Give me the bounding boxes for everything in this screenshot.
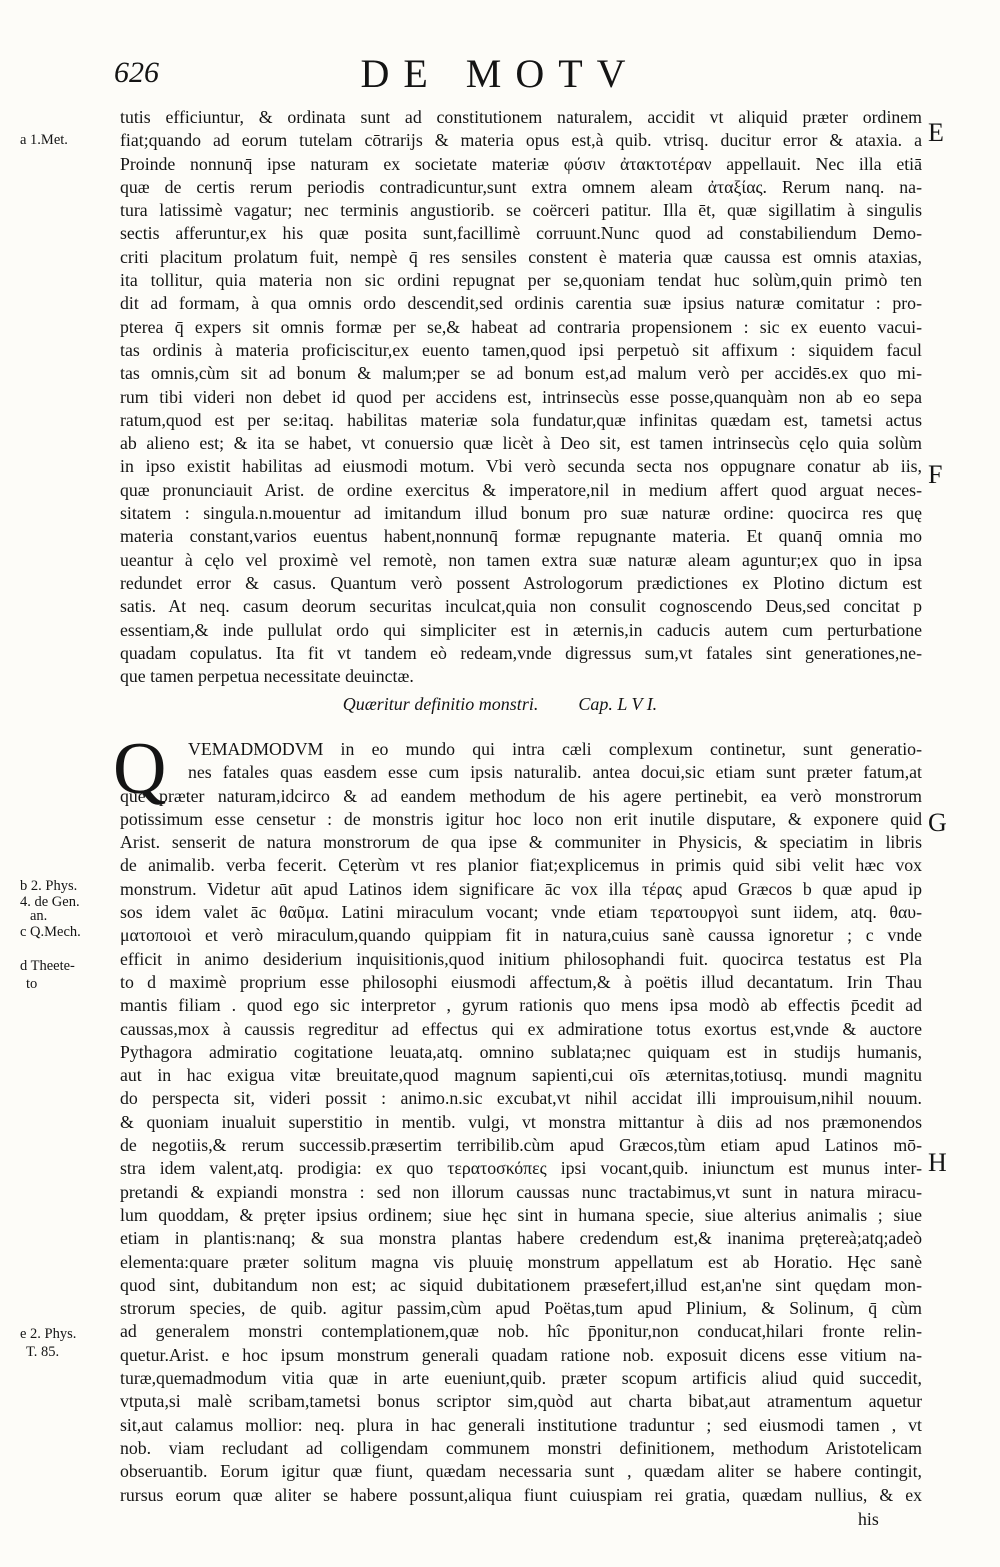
chapter-title: Quæritur definitio monstri. xyxy=(342,694,539,714)
text-line: nes fatales quas easdem esse cum ipsis naturalib. antea docui,sic etiam sunt præter fatum,at xyxy=(188,762,922,783)
text-line: ita tollitur, quia materia non sic ordini repugnat per se,quoniam tendat huc solùm,quin primò ten xyxy=(120,270,922,291)
chapter-number: Cap. L V I. xyxy=(578,694,658,714)
drop-initial: Q xyxy=(113,728,167,810)
text-line: stra idem valent,atq. prodigia: ex quo τερατοσκόπες ipsi vocant,quib. iniunctum est munus inter- xyxy=(120,1158,922,1179)
text-line: strorum species, de quib. agitur passim,cùm apud Poëtas,tum apud Plinium, & Solinum, q̄ cùm xyxy=(120,1298,922,1319)
text-line: quetur.Arist. e hoc ipsum monstrum generali quadam ratione nob. exposuit dicens esse vitium na- xyxy=(120,1344,922,1365)
text-line: mantis filiam . quod ego sic interpretor , gyrum rationis quo mens ipsa modò ab effectis p̄cedit ad xyxy=(120,995,922,1016)
chapter-heading xyxy=(0,694,1000,715)
text-line: elementa:quare præter solitum magna vis pluuię monstrum appellatum est ab Horatio. Hęc sanè xyxy=(120,1251,922,1272)
text-line: monstrum. Videtur aūt apud Latinos idem significare āc vox illa τέρας apud Græcos b quæ apud ip xyxy=(120,878,922,899)
text-line: caussas,mox à caussis regreditur ad effectus qui ex admiratione totus exortus est,vnde & auctore xyxy=(120,1018,922,1039)
text-line: in ipso existit habilitas ad eiusmodi motum. Vbi verò secunda secta nos oppugnare conatur ab iis, xyxy=(120,456,922,477)
text-line: sitatem : singula.n.mouentur ad imitandum illud bonum pro suæ naturæ ordine: quocirca res quę xyxy=(120,503,922,524)
text-line: de negotiis,& rerum successib.præsertim terribilib.cùm apud Græcos,tùm etiam apud Latinos mō- xyxy=(120,1135,922,1156)
text-line: ab alieno est; & ita se habet, vt conuersio quæ licèt à Deo sit, est tamen intrinsecùs cęlo quia solùm xyxy=(120,433,922,454)
text-line: que tamen perpetua necessitate deuinctæ. xyxy=(120,666,414,687)
marginal-note-b-line3: an. xyxy=(30,908,48,924)
text-line: turæ,quemadmodum vitia quæ in arte eueniunt,quib. præter scopum artificis aliud quid succedit, xyxy=(120,1368,922,1389)
text-line: ratum,quod est per se:itaq. habilitas materiæ sola fundatur,quæ infinitas quædam est, tametsi actus xyxy=(120,409,922,430)
text-line: tas omnis,cùm sit ad bonum & malum;per se ad bonum est,ad malum verò per accidēs.ex quo mi- xyxy=(120,363,922,384)
marginal-note-d: d Theete- xyxy=(20,958,75,974)
text-line: rursus eorum quæ aliter se habere possunt,aliqua fiunt cuiuspiam rei gratia, quædam nullius, & ex xyxy=(120,1484,922,1505)
text-line: fiat;quando ad eorum tutelam cōtrarijs & materia opus est,à quib. vtrisq. ducitur error & ataxia. a xyxy=(120,130,922,151)
text-line: quæ pronunciauit Arist. de ordine exercitus & imperatore,nil in medium affert quod arguat neces- xyxy=(120,479,922,500)
text-line: criti placitum prolatum fuit, nempè q̄ res sensiles constent è materia quæ caussa est omnis ataxias, xyxy=(120,246,922,267)
text-line: do perspecta sit, videri possit : animo.n.sic excubat,vt nihil accidat illi improuisum,nihil nouum. xyxy=(120,1088,922,1109)
marginal-note-b-line2: 4. de Gen. xyxy=(20,894,80,910)
text-line: Proinde nonnunq̄ ipse naturam ex societate materiæ φύσιν ἀτακτοτέραν appellauit. Nec illa etiā xyxy=(120,153,922,174)
text-line: potissimum esse censetur : de monstris igitur hoc loco non erit inutile disputare, & exponere quid xyxy=(120,808,922,829)
text-line: ad generalem monstri contemplationem,quæ nob. hîc p̄ponitur,non conducat,hilari fronte relin- xyxy=(120,1321,922,1342)
text-block-2 xyxy=(120,738,922,1507)
margin-letter-g: G xyxy=(928,808,947,837)
margin-letter-e: E xyxy=(928,118,944,147)
text-line: dit ad formam, à qua omnis ordo descendit,sed ordinis carentia suæ ipsius naturæ comitatur : pro- xyxy=(120,293,922,314)
text-line: tutis efficiuntur, & ordinata sunt ad constitutionem naturalem, accidit vt aliquid præter ordinem xyxy=(120,107,922,127)
text-line: Pythagora admiratio cogitatione leuata,atq. omnino sublata;nec quiquam est in studijs humanis, xyxy=(120,1041,922,1062)
text-line: ueantur à cęlo vel proximè vel remotè, non tamen extra suæ naturæ aleam aguntur;ex quo in ipsa xyxy=(120,549,922,570)
text-line: essentiam,& inde pullulat ordo qui simpliciter est in æternis,in caducis autem cum perturbatione xyxy=(120,619,922,640)
text-line: de animalib. verba fecerit. Cęterùm vt res planior fiat;explicemus in primis quid sibi velit hæc vox xyxy=(120,855,922,876)
text-line: etiam in plantis:nanq; & sua monstra plantas habere credendum est,& inanima prętereà;atq;adeò xyxy=(120,1228,922,1249)
text-line: vtputa,si malè scribam,tametsi bonus scriptor sim,quòd aut charta bibat,aut atramentum aquetur xyxy=(120,1391,922,1412)
text-line: pretandi & expiandi monstra : sed non illorum caussas nunc tractabimus,vt sunt in natura miracu- xyxy=(120,1181,922,1202)
text-line: sit,aut calamus mollior: neq. plura in hac generali institutione traduntur ; sed eiusmodi tamen , vt xyxy=(120,1414,922,1435)
text-line: Arist. senserit de natura monstrorum de qua ipse & communiter in Physicis, & speciatim in libris xyxy=(120,832,922,853)
text-line: lum quoddam, & pręter ipsius ordinem; siue hęc sint in humana specie, siue alterius animalis ; siue xyxy=(120,1204,922,1225)
text-line: to d maximè proprium esse philosophi eiusmodi affectum,& à poëtis illud decantatum. Irin Thau xyxy=(120,971,922,992)
text-line: materia constant,varios euentus habent,nonnunq̄ formæ repugnante materia. Et quanq̄ omnia mo xyxy=(120,526,922,547)
text-line: aut in hac exigua vitæ breuitate,quod magnum sapienti,cui oīs æternitas,totiusq. mundi magnitu xyxy=(120,1065,922,1086)
text-block-1 xyxy=(120,106,922,688)
text-line: & quoniam inualuit superstitio in mentib. vulgi, vt monstra mittantur à diis ad nos præmonendos xyxy=(120,1111,922,1132)
text-line: pterea q̄ expers sit omnis formæ per se,& habeat ad contraria propensionem : sic ex euento vacui- xyxy=(120,316,922,337)
text-line: VEMADMODVM in eo mundo qui intra cæli complexum continetur, sunt generatio- xyxy=(188,739,922,759)
text-line: tas ordinis à materia proficiscitur,ex euento tamen,quod ipsi perpetuò sit affixum : siquidem facul xyxy=(120,339,922,360)
marginal-note-e-line2: T. 85. xyxy=(26,1344,60,1360)
text-line: quadam copulatus. Ita fit vt tandem eò redeam,vnde digressus sum,vt fatales sint generationes,ne- xyxy=(120,642,922,663)
margin-letter-h: H xyxy=(928,1148,947,1177)
text-line: sos idem valet āc θαῦμα. Latini miraculum vocant; vnde etiam τερατουργοὶ sunt iidem, atq. θαυ- xyxy=(120,902,922,923)
marginal-note-c: c Q.Mech. xyxy=(20,924,81,940)
marginal-note-e: e 2. Phys. xyxy=(20,1326,77,1342)
text-line: tura latissimè vagatur; nec terminis angustiorib. se coërceri patitur. Illa ēt, quæ sigillatim à singulis xyxy=(120,200,922,221)
marginal-note-d-line2: to xyxy=(26,976,38,992)
text-line: satis. At neq. casum deorum securitas inculcat,quia non consulit cognoscendo Deus,sed concitat p xyxy=(120,596,922,617)
text-line: obseruantib. Eorum igitur quæ fiunt, quædam necessaria sunt , quædam aliter se habere contingit, xyxy=(120,1461,922,1482)
marginal-note-b: b 2. Phys. xyxy=(20,878,78,894)
text-line: ματοποιοὶ et verò miraculum,quando quippiam fit in natura,cuius sanè caussa ignoretur ; c vnde xyxy=(120,925,922,946)
text-line: rum tibi videri non debet id quod per accidens est, intrinsecùs esse posse,quanquàm non ab eo sepa xyxy=(120,386,922,407)
text-line: efficit in animo desiderium inquisitionis,quod initium philosophandi fuit. quocirca testatus est Pla xyxy=(120,948,922,969)
text-line: que præter naturam,idcirco & ad eandem methodum de his agere pertinebit, ea verò monstrorum xyxy=(120,785,922,806)
text-line: sectis afferuntur,ex his quæ posita sunt,facillimè corruunt.Nunc quod ad constabiliendum Demo- xyxy=(120,223,922,244)
running-head: DE MOTV xyxy=(360,51,640,96)
text-line: nob. viam recludant ad colligendam communem monstri definitionem, methodum Aristotelicam xyxy=(120,1437,922,1458)
marginal-note-a: a 1.Met. xyxy=(20,132,68,148)
text-line: quod sint, dubitandum non est; ac siquid dubitationem præsefert,illud est,an'ne sint quędam mon- xyxy=(120,1274,922,1295)
page-number: 626 xyxy=(114,56,159,89)
text-line: quæ de certis rerum periodis contradicuntur,sunt extra omnem aleam ἀταξίας. Rerum nanq. na- xyxy=(120,176,922,197)
catchword: his xyxy=(858,1509,879,1529)
margin-letter-f: F xyxy=(928,460,943,489)
text-line: redundet error & casus. Quantum verò possent Astrologorum prædictiones ex Plotino dictum est xyxy=(120,572,922,593)
